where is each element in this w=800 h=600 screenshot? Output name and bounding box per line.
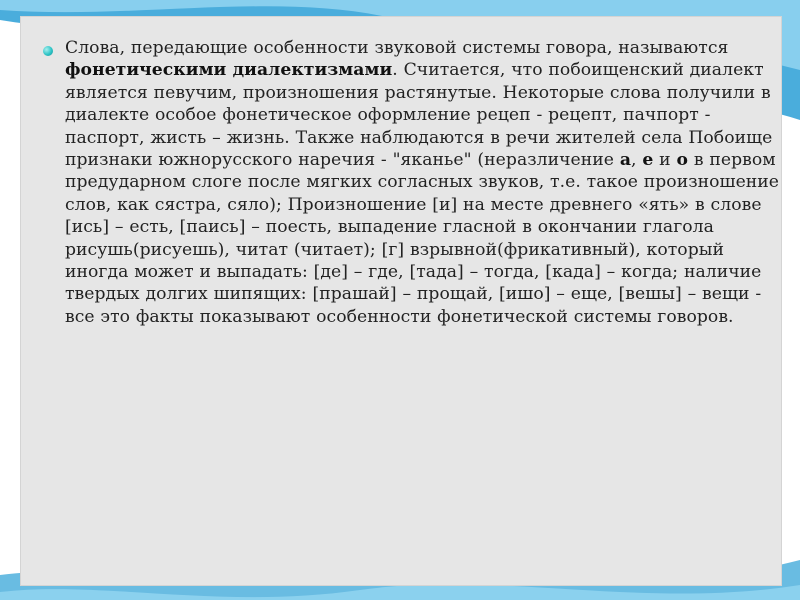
text-run: Слова, передающие особенности звуковой системы говора, называются	[65, 38, 729, 58]
body-paragraph	[65, 37, 787, 328]
bullet-circle-icon	[43, 46, 53, 56]
content-panel	[20, 16, 782, 586]
text-run: и	[653, 150, 677, 171]
text-run: . Считается, что побоищенский диалект является певучим, произношения растянутые. Некоторые слова получили в диалекте особое фонетическое оформление рецеп - рецепт, пачпорт - паспорт, жисть – жизнь. Также наблюдаются в речи жителей села Побоище признаки южнорусского наречия - "яканье" (неразличение	[65, 60, 773, 171]
bold-letter-e: е	[642, 150, 654, 171]
slide-content	[65, 37, 787, 328]
bold-letter-o: о	[676, 150, 688, 171]
text-run: в первом предударном слоге после мягких согласных звуков, т.е. такое произношение слов, как сястра, сяло); Произношение [и] на месте древнего «ять» в слове [ись] – есть, [паись] – поесть, выпадение гласной в окончании глагола рисушь(рисуешь), читат (читает); [г] взрывной(фрикативный), который иногда может и выпадать: [де] – где, [тада] – тогда, [када] – когда; наличие твердых долгих шипящих: [прашай] – прощай, [ишо] – еще, [вешы] – вещи - все это факты показывают особенности фонетической системы говоров.	[65, 150, 780, 327]
bold-term-phonetic-dialectisms: фонетическими диалектизмами	[65, 60, 393, 81]
text-run: ,	[631, 150, 643, 171]
bold-letter-a: а	[619, 150, 632, 171]
